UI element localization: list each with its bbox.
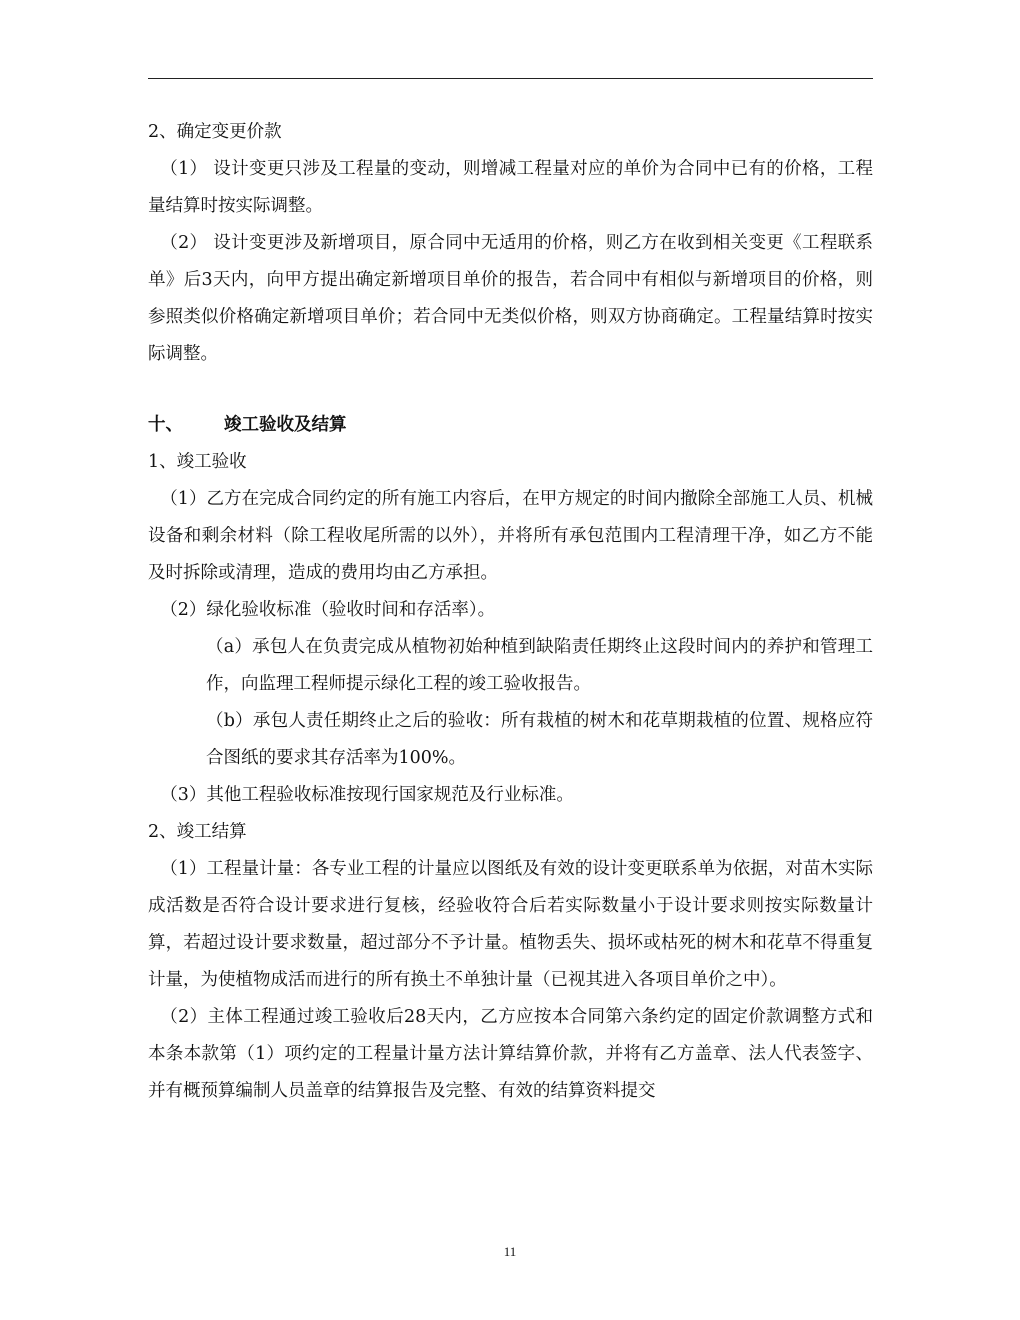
page-number: 11: [503, 1244, 517, 1259]
paragraph-acceptance-2: （2）绿化验收标准（验收时间和存活率）。: [160, 600, 496, 620]
paragraph-price-change-1: （1） 设计变更只涉及工程量的变动，则增减工程量对应的单价为合同中已有的价格，工程量结算时按实际调整。: [148, 159, 873, 216]
subheading-settlement: 2、竣工结算: [148, 822, 247, 842]
subheading-price-change: 2、确定变更价款: [148, 122, 282, 142]
paragraph-acceptance-3: （3）其他工程验收标准按现行国家规范及行业标准。: [160, 785, 574, 805]
section-title: [148, 407, 873, 444]
paragraph-acceptance-2b: （b）承包人责任期终止之后的验收：所有栽植的树木和花草期栽植的位置、规格应符合图纸的要求其存活率为100%。: [206, 711, 873, 768]
subheading-acceptance: 1、竣工验收: [148, 452, 247, 472]
paragraph-acceptance-2a: （a）承包人在负责完成从植物初始种植到缺陷责任期终止这段时间内的养护和管理工作，向监理工程师提示绿化工程的竣工验收报告。: [206, 637, 873, 694]
paragraph-settlement-2: （2）主体工程通过竣工验收后28天内，乙方应按本合同第六条约定的固定价款调整方式和本条本款第（1）项约定的工程量计量方法计算结算价款，并将有乙方盖章、法人代表签字、并有概预算编制人员盖章的结算报告及完整、有效的结算资料提交: [148, 1007, 873, 1101]
header-rule: [148, 78, 873, 79]
section-number: 十、: [148, 415, 183, 435]
paragraph-settlement-1: （1）工程量计量：各专业工程的计量应以图纸及有效的设计变更联系单为依据，对苗木实际成活数是否符合设计要求进行复核，经验收符合后若实际数量小于设计要求则按实际数量计算，若超过设计要求数量，超过部分不予计量。植物丢失、损坏或枯死的树木和花草不得重复计量，为使植物成活而进行的所有换土不单独计量（已视其进入各项目单价之中）。: [148, 859, 873, 990]
paragraph-acceptance-1: （1）乙方在完成合同约定的所有施工内容后，在甲方规定的时间内撤除全部施工人员、机械设备和剩余材料（除工程收尾所需的以外），并将所有承包范围内工程清理干净，如乙方不能及时拆除或清理，造成的费用均由乙方承担。: [148, 489, 873, 583]
section-title-text: 竣工验收及结算: [224, 415, 347, 435]
paragraph-price-change-2: （2） 设计变更涉及新增项目，原合同中无适用的价格，则乙方在收到相关变更《工程联系单》后3天内，向甲方提出确定新增项目单价的报告，若合同中有相似与新增项目的价格，则参照类似价格确定新增项目单价；若合同中无类似价格，则双方协商确定。工程量结算时按实际调整。: [148, 233, 873, 364]
document-body: [148, 114, 873, 1110]
section-spacer: [148, 373, 873, 407]
